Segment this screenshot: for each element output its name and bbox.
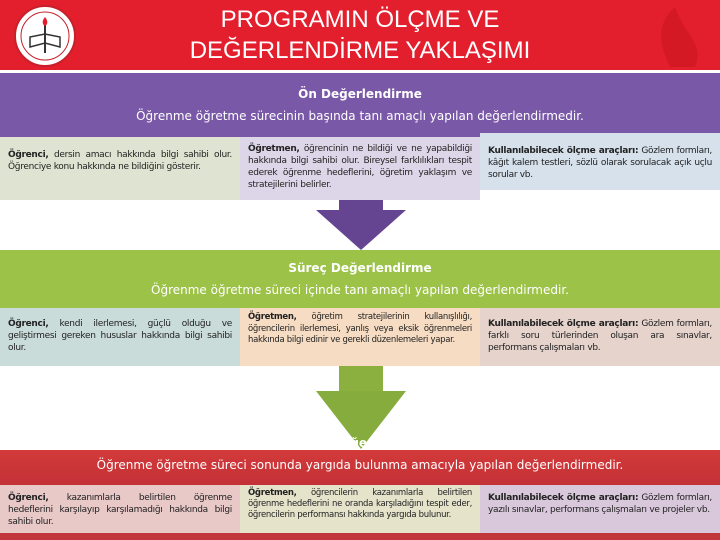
card-student [0, 137, 240, 200]
section-title: Sonuç Değerlendirme [286, 436, 434, 450]
card-tools [480, 308, 720, 366]
meb-logo [14, 5, 76, 67]
page-title [150, 4, 570, 66]
title-line-1: PROGRAMIN ÖLÇME VE [220, 6, 500, 33]
section-title: Süreç Değerlendirme [288, 261, 432, 275]
card-lead: Öğrenci, [8, 150, 49, 160]
card-text: öğretim stratejilerinin kullanışlılığı, öğrencilerin ilerlemesi, yanlış veya eksik öğrenmeleri hakkında bilgi edinir ve gerekli düzenlemeleri yapar. [248, 312, 472, 345]
arrow-stem [339, 366, 383, 391]
card-text: dersin amacı hakkında bilgi sahibi olur. Öğrenciye konu hakkında ne bildiğini gösterir. [8, 150, 232, 172]
card-text: Gözlem formları, farklı soru türlerinden oluşan ara sınavlar, performans çalışmaları vb. [488, 319, 712, 353]
card-text: öğrencinin ne bildiği ve ne yapabildiği hakkında bilgi sahibi olur. Bireysel farklılıkları tespit ederek öğrenme hedeflerini, öğretim yaklaşım ve stratejilerini belirler. [248, 144, 472, 190]
section-result-text [0, 436, 720, 481]
card-lead: Öğretmen, [248, 488, 297, 498]
card-lead: Kullanılabilecek ölçme araçları: [488, 146, 639, 156]
card-teacher [240, 137, 480, 200]
card-text: Gözlem formları, kâğıt kalem testleri, sözlü olarak sorulacak açık uçlu sorular vb. [488, 146, 712, 180]
card-teacher [240, 485, 480, 533]
section-subtitle: Öğrenme öğretme süreci sonunda yargıda bulunma amacıyla yapılan değerlendirmedir. [96, 458, 624, 472]
section-title: Ön Değerlendirme [298, 87, 422, 101]
card-text: Gözlem formları, yazılı sınavlar, performans çalışmaları ve projeler vb. [488, 493, 712, 515]
section-subtitle: Öğrenme öğretme sürecinin başında tanı amaçlı yapılan değerlendirmedir. [136, 109, 584, 123]
card-text: öğrencilerin kazanımlarla belirtilen öğrenme hedeflerini ne oranda karşıladığını tespit eder, öğrencilerin performansı hakkında yargıda bulunur. [248, 488, 472, 520]
section-subtitle: Öğrenme öğretme süreci içinde tanı amaçlı yapılan değerlendirmedir. [151, 283, 569, 297]
card-tools [480, 485, 720, 533]
bottom-border [0, 533, 720, 540]
card-student [0, 308, 240, 366]
arrow-stem [339, 200, 383, 210]
title-line-2: DEĞERLENDİRME YAKLAŞIMI [189, 37, 531, 64]
card-student [0, 485, 240, 533]
flame-icon [635, 5, 705, 67]
card-text: kazanımlarla belirtilen öğrenme hedeflerini karşılayıp karşılamadığı hakkında bilgi sahibi olur. [8, 493, 232, 527]
card-text: kendi ilerlemesi, güçlü olduğu ve geliştirmesi gereken hususlar hakkında bilgi sahibi olur. [8, 319, 232, 353]
card-tools [480, 133, 720, 190]
arrow-down-icon [316, 210, 406, 250]
card-lead: Öğrenci, [8, 319, 49, 329]
card-teacher [240, 308, 480, 366]
card-lead: Öğrenci, [8, 493, 49, 503]
card-lead: Kullanılabilecek ölçme araçları: [488, 493, 639, 503]
section-pre-assessment [0, 73, 720, 137]
card-lead: Öğretmen, [248, 144, 300, 154]
card-lead: Kullanılabilecek ölçme araçları: [488, 319, 639, 329]
section-process-assessment [0, 250, 720, 308]
card-lead: Öğretmen, [248, 312, 297, 322]
